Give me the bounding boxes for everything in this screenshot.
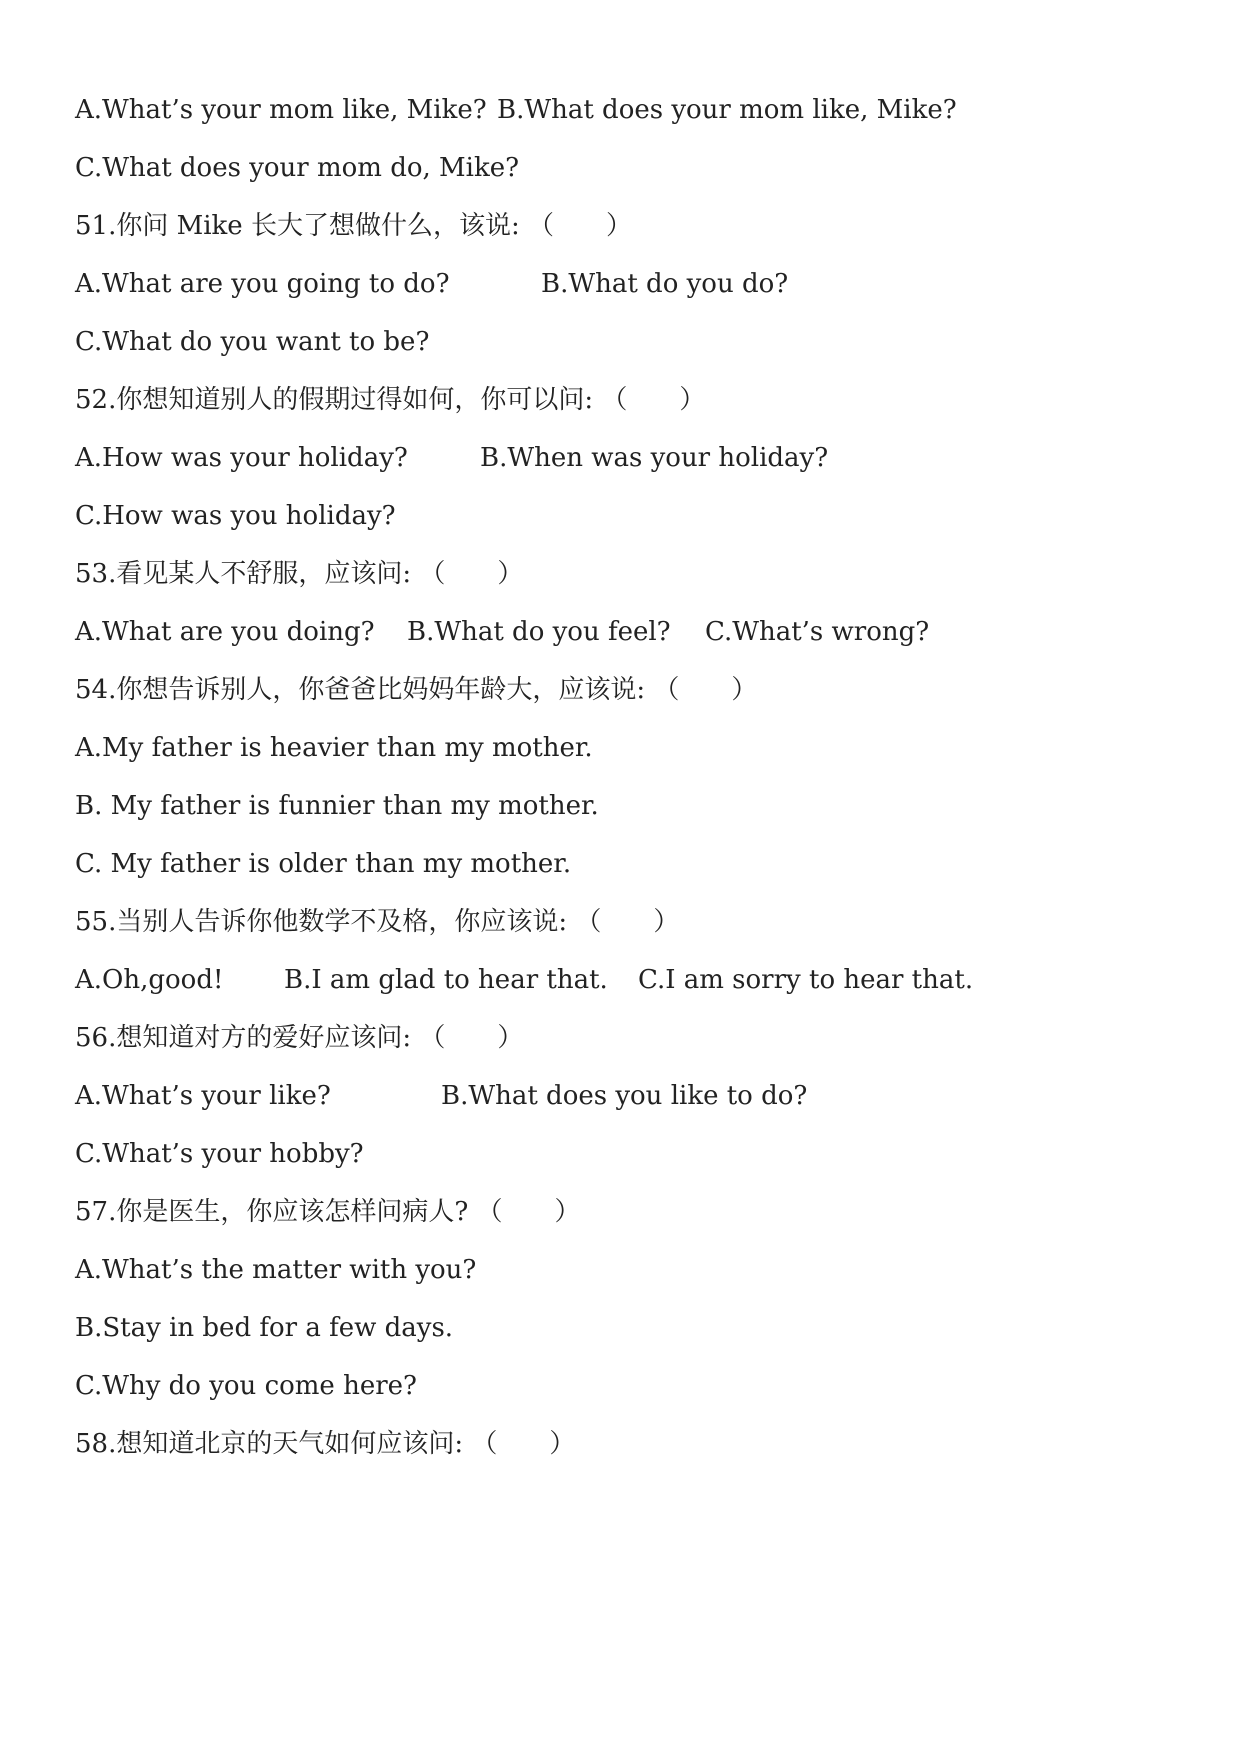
option-prev-b: B.What does your mom like, Mike? [497, 95, 957, 125]
question-51-option-c: C.What do you want to be? [75, 327, 430, 357]
question-56-option-a: A.What’s your like? [75, 1081, 331, 1111]
question-54-option-c: C. My father is older than my mother. [75, 849, 572, 879]
question-55-option-b: B.I am glad to hear that. [284, 965, 608, 995]
question-57-option-c: C.Why do you come here? [75, 1371, 417, 1401]
question-53-option-b: B.What do you feel? [407, 617, 671, 647]
question-51-stem: 51.你问 Mike 长大了想做什么，该说: （ ） [75, 211, 632, 241]
question-54-option-b: B. My father is funnier than my mother. [75, 791, 599, 821]
question-56-option-c: C.What’s your hobby? [75, 1139, 364, 1169]
question-51-option-a: A.What are you going to do? [75, 269, 450, 299]
question-53-stem: 53.看见某人不舒服，应该问: （ ） [75, 559, 524, 589]
question-54-stem: 54.你想告诉别人，你爸爸比妈妈年龄大，应该说: （ ） [75, 675, 758, 705]
question-52-stem: 52.你想知道别人的假期过得如何，你可以问: （ ） [75, 385, 706, 415]
question-51-option-b: B.What do you do? [541, 269, 789, 299]
question-55-stem: 55.当别人告诉你他数学不及格，你应该说: （ ） [75, 907, 680, 937]
option-prev-c: C.What does your mom do, Mike? [75, 153, 520, 183]
question-54-option-a: A.My father is heavier than my mother. [75, 733, 593, 763]
question-56-option-b: B.What does you like to do? [441, 1081, 808, 1111]
question-57-option-b: B.Stay in bed for a few days. [75, 1313, 454, 1343]
question-58-stem: 58.想知道北京的天气如何应该问: （ ） [75, 1429, 576, 1459]
option-prev-a: A.What’s your mom like, Mike? [75, 95, 487, 125]
question-55-option-c: C.I am sorry to hear that. [638, 965, 974, 995]
question-57-stem: 57.你是医生，你应该怎样问病人? （ ） [75, 1197, 581, 1227]
question-56-stem: 56.想知道对方的爱好应该问: （ ） [75, 1023, 524, 1053]
question-55-option-a: A.Oh,good! [75, 965, 224, 995]
question-52-option-b: B.When was your holiday? [480, 443, 829, 473]
question-57-option-a: A.What’s the matter with you? [75, 1255, 477, 1285]
question-53-option-a: A.What are you doing? [75, 617, 375, 647]
question-52-option-a: A.How was your holiday? [75, 443, 408, 473]
question-53-option-c: C.What’s wrong? [705, 617, 930, 647]
question-52-option-c: C.How was you holiday? [75, 501, 396, 531]
